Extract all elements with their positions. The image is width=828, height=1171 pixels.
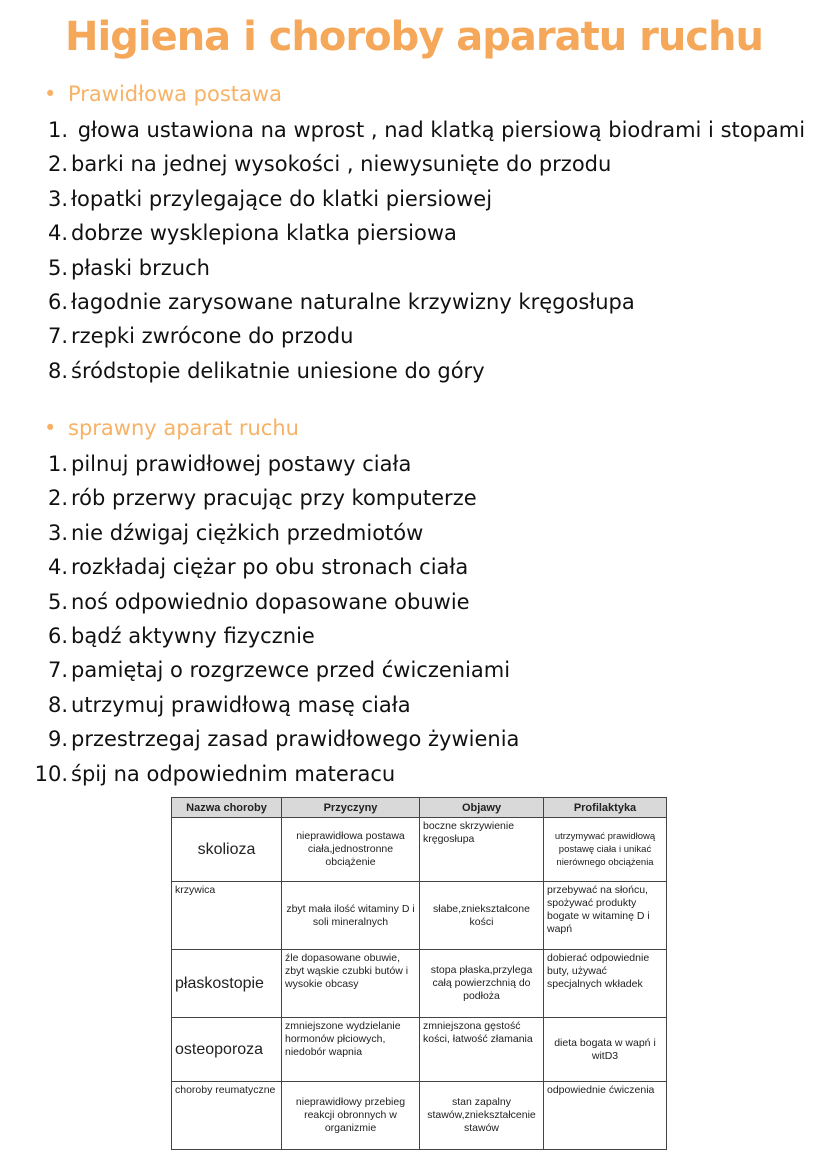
- table-cell: płaskostopie: [172, 950, 282, 1018]
- table-cell: zbyt mała ilość witaminy D i soli mineralnych: [282, 882, 420, 950]
- table-cell: stan zapalny stawów,zniekształcenie stawów: [420, 1082, 544, 1150]
- diseases-table: [171, 797, 667, 1150]
- list-item: 7. pamiętaj o rozgrzewce przed ćwiczeniami: [47, 658, 511, 683]
- list-item: 1. głowa ustawiona na wprost , nad klatką piersiową biodrami i stopami: [47, 118, 806, 142]
- column-header: Przyczyny: [282, 798, 420, 818]
- table-cell: źle dopasowane obuwie, zbyt wąskie czubki butów i wysokie obcasy: [282, 950, 420, 1018]
- list-item: 8. śródstopie delikatnie uniesione do góry: [47, 358, 485, 383]
- table-cell: dieta bogata w wapń i witD3: [544, 1018, 667, 1082]
- section-heading-movement-text: sprawny aparat ruchu: [68, 416, 299, 440]
- list-item: 9. przestrzegaj zasad prawidłowego żywienia: [47, 727, 520, 752]
- table-cell: stopa płaska,przylega całą powierzchnią do podłoża: [420, 950, 544, 1018]
- table-cell: zmniejszone wydzielanie hormonów płciowych, niedobór wapnia: [282, 1018, 420, 1082]
- movement-list: [34, 447, 520, 791]
- table-cell: zmniejszona gęstość kości, łatwość złamania: [420, 1018, 544, 1082]
- table-cell: nieprawidłowy przebieg reakcji obronnych w organizmie: [282, 1082, 420, 1150]
- list-item: 4. dobrze wysklepiona klatka piersiowa: [47, 221, 457, 246]
- section-heading-posture: [44, 82, 282, 106]
- table-cell: przebywać na słońcu, spożywać produkty bogate w witaminę D i wapń: [544, 882, 667, 950]
- list-item: 3. łopatki przylegające do klatki piersiowej: [47, 186, 493, 211]
- list-item: 1. pilnuj prawidłowej postawy ciała: [47, 452, 412, 476]
- table-row: [172, 1018, 667, 1082]
- table-cell: słabe,zniekształcone kości: [420, 882, 544, 950]
- section-heading-movement: [44, 416, 299, 440]
- list-item: 2. rób przerwy pracując przy komputerze: [47, 486, 477, 511]
- column-header: Objawy: [420, 798, 544, 818]
- table-cell: nieprawidłowa postawa ciała,jednostronne obciążenie: [282, 818, 420, 882]
- section-heading-posture-text: Prawidłowa postawa: [68, 82, 282, 106]
- page-title: Higiena i choroby aparatu ruchu: [65, 14, 763, 60]
- table-row: [172, 818, 667, 882]
- column-header: Nazwa choroby: [172, 798, 282, 818]
- list-item: 6. bądź aktywny fizycznie: [47, 623, 315, 648]
- table-cell: choroby reumatyczne: [172, 1082, 282, 1150]
- table-cell: odpowiednie ćwiczenia: [544, 1082, 667, 1150]
- table-row: [172, 882, 667, 950]
- list-item: 5. płaski brzuch: [47, 255, 210, 280]
- posture-list: [46, 113, 805, 388]
- bullet-icon: •: [44, 82, 57, 106]
- table-cell: skolioza: [172, 818, 282, 882]
- table-cell: boczne skrzywienie kręgosłupa: [420, 818, 544, 882]
- list-item: 5. noś odpowiednio dopasowane obuwie: [47, 589, 470, 614]
- list-item: 6. łagodnie zarysowane naturalne krzywizny kręgosłupa: [47, 289, 635, 314]
- column-header: Profilaktyka: [544, 798, 667, 818]
- table-row: [172, 950, 667, 1018]
- table-cell: dobierać odpowiednie buty, używać specjalnych wkładek: [544, 950, 667, 1018]
- table-cell: utrzymywać prawidłową postawę ciała i unikać nierównego obciążenia: [544, 818, 667, 882]
- table-cell: krzywica: [172, 882, 282, 950]
- list-item: 3. nie dźwigaj ciężkich przedmiotów: [47, 520, 424, 545]
- table-row: [172, 1082, 667, 1150]
- list-item: 4. rozkładaj ciężar po obu stronach ciała: [47, 555, 469, 580]
- list-item: 8. utrzymuj prawidłową masę ciała: [47, 692, 411, 717]
- list-item: 7. rzepki zwrócone do przodu: [47, 324, 354, 349]
- table-cell: osteoporoza: [172, 1018, 282, 1082]
- table-header-row: [172, 798, 667, 818]
- list-item: 10. śpij na odpowiednim materacu: [34, 761, 396, 786]
- list-item: 2. barki na jednej wysokości , niewysunięte do przodu: [47, 152, 612, 177]
- bullet-icon: •: [44, 416, 57, 440]
